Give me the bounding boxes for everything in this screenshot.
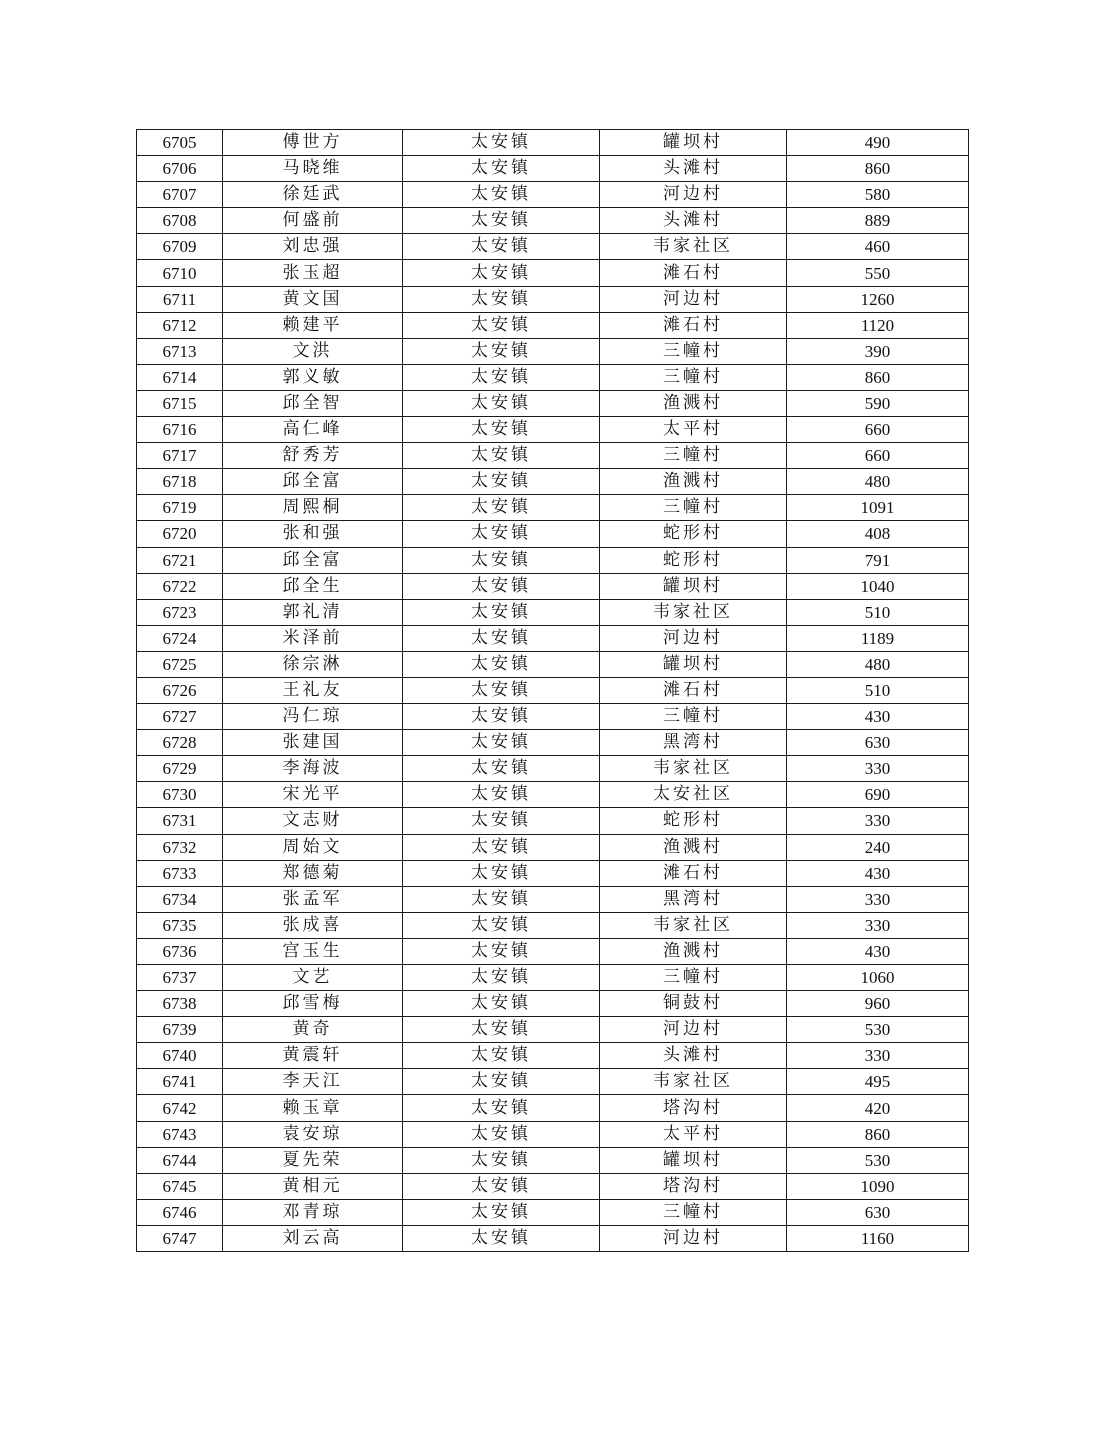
serial-number-cell: 6745: [137, 1173, 223, 1199]
person-name-cell: 张成喜: [223, 912, 403, 938]
town-cell: 太安镇: [403, 156, 600, 182]
town-cell: 太安镇: [403, 599, 600, 625]
village-cell: 太平村: [600, 1121, 787, 1147]
town-cell: 太安镇: [403, 1147, 600, 1173]
table-row: [137, 469, 969, 495]
table-row: [137, 860, 969, 886]
village-cell: 黑湾村: [600, 730, 787, 756]
person-name-cell: 郭礼清: [223, 599, 403, 625]
table-row: [137, 286, 969, 312]
table-row: [137, 1173, 969, 1199]
table-row: [137, 704, 969, 730]
table-row: [137, 521, 969, 547]
table-row: [137, 260, 969, 286]
village-cell: 三幢村: [600, 495, 787, 521]
table-row: [137, 938, 969, 964]
person-name-cell: 何盛前: [223, 208, 403, 234]
amount-cell: 330: [787, 886, 969, 912]
person-name-cell: 夏先荣: [223, 1147, 403, 1173]
serial-number-cell: 6731: [137, 808, 223, 834]
table-row: [137, 1225, 969, 1251]
table-row: [137, 677, 969, 703]
serial-number-cell: 6709: [137, 234, 223, 260]
serial-number-cell: 6725: [137, 651, 223, 677]
person-name-cell: 舒秀芳: [223, 443, 403, 469]
person-name-cell: 王礼友: [223, 677, 403, 703]
table-row: [137, 808, 969, 834]
person-name-cell: 周熙桐: [223, 495, 403, 521]
amount-cell: 330: [787, 912, 969, 938]
person-name-cell: 张建国: [223, 730, 403, 756]
village-cell: 头滩村: [600, 156, 787, 182]
person-name-cell: 文洪: [223, 338, 403, 364]
person-name-cell: 冯仁琼: [223, 704, 403, 730]
table-row: [137, 156, 969, 182]
table-row: [137, 1043, 969, 1069]
town-cell: 太安镇: [403, 1069, 600, 1095]
table-row: [137, 495, 969, 521]
town-cell: 太安镇: [403, 1043, 600, 1069]
table-row: [137, 312, 969, 338]
table-row: [137, 182, 969, 208]
person-name-cell: 黄文国: [223, 286, 403, 312]
serial-number-cell: 6708: [137, 208, 223, 234]
village-cell: 太平村: [600, 417, 787, 443]
town-cell: 太安镇: [403, 704, 600, 730]
amount-cell: 330: [787, 756, 969, 782]
village-cell: 三幢村: [600, 338, 787, 364]
serial-number-cell: 6734: [137, 886, 223, 912]
amount-cell: 1160: [787, 1225, 969, 1251]
town-cell: 太安镇: [403, 1121, 600, 1147]
town-cell: 太安镇: [403, 756, 600, 782]
amount-cell: 1091: [787, 495, 969, 521]
town-cell: 太安镇: [403, 1173, 600, 1199]
table-row: [137, 234, 969, 260]
serial-number-cell: 6733: [137, 860, 223, 886]
table-row: [137, 443, 969, 469]
person-name-cell: 邱全智: [223, 390, 403, 416]
town-cell: 太安镇: [403, 991, 600, 1017]
town-cell: 太安镇: [403, 808, 600, 834]
serial-number-cell: 6738: [137, 991, 223, 1017]
serial-number-cell: 6724: [137, 625, 223, 651]
serial-number-cell: 6705: [137, 130, 223, 156]
serial-number-cell: 6741: [137, 1069, 223, 1095]
village-cell: 罐坝村: [600, 573, 787, 599]
town-cell: 太安镇: [403, 625, 600, 651]
serial-number-cell: 6746: [137, 1199, 223, 1225]
table-row: [137, 1017, 969, 1043]
town-cell: 太安镇: [403, 1225, 600, 1251]
serial-number-cell: 6744: [137, 1147, 223, 1173]
table-row: [137, 886, 969, 912]
table-row: [137, 547, 969, 573]
person-name-cell: 郑德菊: [223, 860, 403, 886]
serial-number-cell: 6710: [137, 260, 223, 286]
village-cell: 滩石村: [600, 312, 787, 338]
table-row: [137, 417, 969, 443]
serial-number-cell: 6730: [137, 782, 223, 808]
table-row: [137, 625, 969, 651]
town-cell: 太安镇: [403, 521, 600, 547]
amount-cell: 1120: [787, 312, 969, 338]
village-cell: 河边村: [600, 286, 787, 312]
table-row: [137, 1095, 969, 1121]
village-cell: 罐坝村: [600, 130, 787, 156]
amount-cell: 530: [787, 1017, 969, 1043]
town-cell: 太安镇: [403, 1017, 600, 1043]
amount-cell: 1060: [787, 965, 969, 991]
table-row: [137, 208, 969, 234]
village-cell: 韦家社区: [600, 599, 787, 625]
serial-number-cell: 6712: [137, 312, 223, 338]
roster-table: [136, 129, 969, 1252]
person-name-cell: 宫玉生: [223, 938, 403, 964]
serial-number-cell: 6736: [137, 938, 223, 964]
amount-cell: 330: [787, 808, 969, 834]
amount-cell: 330: [787, 1043, 969, 1069]
person-name-cell: 宋光平: [223, 782, 403, 808]
amount-cell: 580: [787, 182, 969, 208]
village-cell: 三幢村: [600, 965, 787, 991]
village-cell: 河边村: [600, 625, 787, 651]
amount-cell: 490: [787, 130, 969, 156]
amount-cell: 510: [787, 677, 969, 703]
serial-number-cell: 6715: [137, 390, 223, 416]
serial-number-cell: 6723: [137, 599, 223, 625]
town-cell: 太安镇: [403, 886, 600, 912]
serial-number-cell: 6727: [137, 704, 223, 730]
table-row: [137, 1121, 969, 1147]
village-cell: 蛇形村: [600, 808, 787, 834]
village-cell: 铜鼓村: [600, 991, 787, 1017]
person-name-cell: 邱全生: [223, 573, 403, 599]
table-row: [137, 599, 969, 625]
person-name-cell: 刘云高: [223, 1225, 403, 1251]
serial-number-cell: 6711: [137, 286, 223, 312]
amount-cell: 495: [787, 1069, 969, 1095]
village-cell: 头滩村: [600, 1043, 787, 1069]
town-cell: 太安镇: [403, 443, 600, 469]
person-name-cell: 米泽前: [223, 625, 403, 651]
table-row: [137, 756, 969, 782]
town-cell: 太安镇: [403, 312, 600, 338]
town-cell: 太安镇: [403, 390, 600, 416]
village-cell: 三幢村: [600, 704, 787, 730]
village-cell: 头滩村: [600, 208, 787, 234]
table-row: [137, 130, 969, 156]
town-cell: 太安镇: [403, 260, 600, 286]
amount-cell: 630: [787, 1199, 969, 1225]
town-cell: 太安镇: [403, 364, 600, 390]
town-cell: 太安镇: [403, 938, 600, 964]
serial-number-cell: 6716: [137, 417, 223, 443]
town-cell: 太安镇: [403, 912, 600, 938]
person-name-cell: 李天江: [223, 1069, 403, 1095]
village-cell: 韦家社区: [600, 756, 787, 782]
person-name-cell: 邱全富: [223, 469, 403, 495]
town-cell: 太安镇: [403, 860, 600, 886]
person-name-cell: 赖玉章: [223, 1095, 403, 1121]
village-cell: 韦家社区: [600, 234, 787, 260]
amount-cell: 960: [787, 991, 969, 1017]
table-row: [137, 730, 969, 756]
town-cell: 太安镇: [403, 677, 600, 703]
village-cell: 韦家社区: [600, 912, 787, 938]
serial-number-cell: 6743: [137, 1121, 223, 1147]
person-name-cell: 黄奇: [223, 1017, 403, 1043]
amount-cell: 510: [787, 599, 969, 625]
serial-number-cell: 6719: [137, 495, 223, 521]
serial-number-cell: 6739: [137, 1017, 223, 1043]
person-name-cell: 邓青琼: [223, 1199, 403, 1225]
town-cell: 太安镇: [403, 495, 600, 521]
amount-cell: 860: [787, 364, 969, 390]
amount-cell: 480: [787, 469, 969, 495]
village-cell: 韦家社区: [600, 1069, 787, 1095]
town-cell: 太安镇: [403, 730, 600, 756]
town-cell: 太安镇: [403, 834, 600, 860]
amount-cell: 480: [787, 651, 969, 677]
serial-number-cell: 6747: [137, 1225, 223, 1251]
serial-number-cell: 6726: [137, 677, 223, 703]
amount-cell: 889: [787, 208, 969, 234]
village-cell: 渔溅村: [600, 938, 787, 964]
table-row: [137, 573, 969, 599]
amount-cell: 1260: [787, 286, 969, 312]
serial-number-cell: 6722: [137, 573, 223, 599]
village-cell: 罐坝村: [600, 651, 787, 677]
amount-cell: 460: [787, 234, 969, 260]
person-name-cell: 邱雪梅: [223, 991, 403, 1017]
person-name-cell: 高仁峰: [223, 417, 403, 443]
village-cell: 河边村: [600, 182, 787, 208]
table-row: [137, 965, 969, 991]
town-cell: 太安镇: [403, 469, 600, 495]
town-cell: 太安镇: [403, 965, 600, 991]
serial-number-cell: 6729: [137, 756, 223, 782]
serial-number-cell: 6737: [137, 965, 223, 991]
amount-cell: 690: [787, 782, 969, 808]
person-name-cell: 赖建平: [223, 312, 403, 338]
amount-cell: 550: [787, 260, 969, 286]
village-cell: 渔溅村: [600, 834, 787, 860]
person-name-cell: 刘忠强: [223, 234, 403, 260]
person-name-cell: 邱全富: [223, 547, 403, 573]
person-name-cell: 文艺: [223, 965, 403, 991]
serial-number-cell: 6721: [137, 547, 223, 573]
table-row: [137, 390, 969, 416]
town-cell: 太安镇: [403, 547, 600, 573]
serial-number-cell: 6707: [137, 182, 223, 208]
village-cell: 滩石村: [600, 260, 787, 286]
serial-number-cell: 6718: [137, 469, 223, 495]
town-cell: 太安镇: [403, 182, 600, 208]
serial-number-cell: 6732: [137, 834, 223, 860]
town-cell: 太安镇: [403, 782, 600, 808]
town-cell: 太安镇: [403, 130, 600, 156]
serial-number-cell: 6720: [137, 521, 223, 547]
person-name-cell: 徐宗淋: [223, 651, 403, 677]
person-name-cell: 黄相元: [223, 1173, 403, 1199]
person-name-cell: 李海波: [223, 756, 403, 782]
person-name-cell: 傅世方: [223, 130, 403, 156]
serial-number-cell: 6706: [137, 156, 223, 182]
village-cell: 蛇形村: [600, 521, 787, 547]
amount-cell: 660: [787, 417, 969, 443]
table-row: [137, 834, 969, 860]
table-row: [137, 651, 969, 677]
roster-table-body: [137, 130, 969, 1252]
amount-cell: 430: [787, 704, 969, 730]
village-cell: 三幢村: [600, 1199, 787, 1225]
amount-cell: 1090: [787, 1173, 969, 1199]
town-cell: 太安镇: [403, 1095, 600, 1121]
serial-number-cell: 6728: [137, 730, 223, 756]
person-name-cell: 徐廷武: [223, 182, 403, 208]
amount-cell: 660: [787, 443, 969, 469]
village-cell: 黑湾村: [600, 886, 787, 912]
serial-number-cell: 6735: [137, 912, 223, 938]
table-row: [137, 912, 969, 938]
table-row: [137, 1147, 969, 1173]
village-cell: 罐坝村: [600, 1147, 787, 1173]
person-name-cell: 马晓维: [223, 156, 403, 182]
amount-cell: 630: [787, 730, 969, 756]
table-row: [137, 364, 969, 390]
village-cell: 三幢村: [600, 364, 787, 390]
amount-cell: 430: [787, 860, 969, 886]
amount-cell: 860: [787, 156, 969, 182]
village-cell: 蛇形村: [600, 547, 787, 573]
person-name-cell: 张孟军: [223, 886, 403, 912]
town-cell: 太安镇: [403, 1199, 600, 1225]
table-row: [137, 338, 969, 364]
amount-cell: 1189: [787, 625, 969, 651]
town-cell: 太安镇: [403, 573, 600, 599]
amount-cell: 860: [787, 1121, 969, 1147]
table-row: [137, 1069, 969, 1095]
village-cell: 塔沟村: [600, 1095, 787, 1121]
serial-number-cell: 6714: [137, 364, 223, 390]
amount-cell: 430: [787, 938, 969, 964]
amount-cell: 240: [787, 834, 969, 860]
table-row: [137, 1199, 969, 1225]
table-row: [137, 991, 969, 1017]
serial-number-cell: 6742: [137, 1095, 223, 1121]
village-cell: 滩石村: [600, 677, 787, 703]
person-name-cell: 文志财: [223, 808, 403, 834]
person-name-cell: 张和强: [223, 521, 403, 547]
amount-cell: 530: [787, 1147, 969, 1173]
serial-number-cell: 6717: [137, 443, 223, 469]
person-name-cell: 周始文: [223, 834, 403, 860]
amount-cell: 1040: [787, 573, 969, 599]
village-cell: 太安社区: [600, 782, 787, 808]
village-cell: 三幢村: [600, 443, 787, 469]
town-cell: 太安镇: [403, 338, 600, 364]
town-cell: 太安镇: [403, 234, 600, 260]
town-cell: 太安镇: [403, 286, 600, 312]
village-cell: 渔溅村: [600, 469, 787, 495]
amount-cell: 408: [787, 521, 969, 547]
amount-cell: 590: [787, 390, 969, 416]
town-cell: 太安镇: [403, 208, 600, 234]
serial-number-cell: 6713: [137, 338, 223, 364]
town-cell: 太安镇: [403, 651, 600, 677]
amount-cell: 420: [787, 1095, 969, 1121]
table-row: [137, 782, 969, 808]
person-name-cell: 张玉超: [223, 260, 403, 286]
amount-cell: 390: [787, 338, 969, 364]
person-name-cell: 郭义敏: [223, 364, 403, 390]
village-cell: 河边村: [600, 1225, 787, 1251]
village-cell: 滩石村: [600, 860, 787, 886]
village-cell: 河边村: [600, 1017, 787, 1043]
village-cell: 渔溅村: [600, 390, 787, 416]
village-cell: 塔沟村: [600, 1173, 787, 1199]
person-name-cell: 黄震轩: [223, 1043, 403, 1069]
person-name-cell: 袁安琼: [223, 1121, 403, 1147]
amount-cell: 791: [787, 547, 969, 573]
serial-number-cell: 6740: [137, 1043, 223, 1069]
town-cell: 太安镇: [403, 417, 600, 443]
